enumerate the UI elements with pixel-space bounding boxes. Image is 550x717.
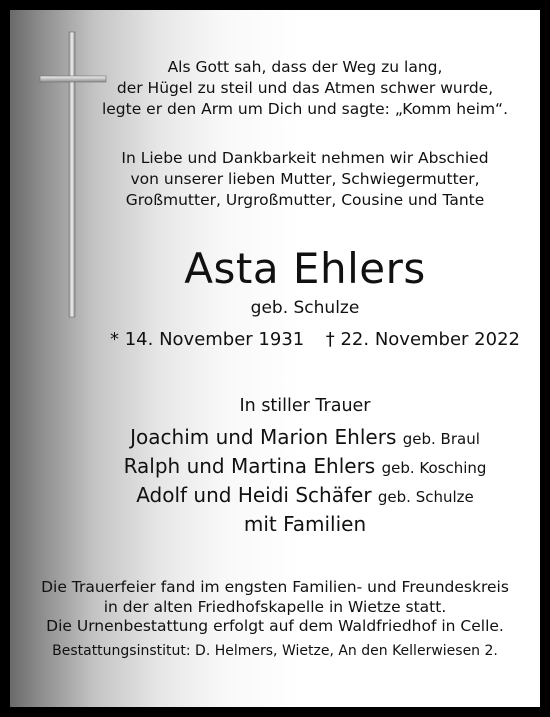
poem-line: Als Gott sah, dass der Weg zu lang, bbox=[167, 58, 443, 76]
birth-date: * 14. November 1931 bbox=[110, 329, 305, 350]
notice-line: Die Urnenbestattung erfolgt auf dem Waldfriedhof in Celle. bbox=[46, 617, 504, 635]
notice-line: Die Trauerfeier fand im engsten Familien- und Freundeskreis bbox=[41, 578, 509, 596]
mourner-names: Ralph und Martina Ehlers bbox=[123, 454, 376, 478]
obituary-card bbox=[10, 10, 540, 707]
mourner-row bbox=[70, 482, 540, 511]
maiden-name: geb. Schulze bbox=[250, 298, 360, 318]
life-dates bbox=[110, 330, 520, 351]
mourner-row bbox=[70, 511, 540, 538]
poem-line: der Hügel zu steil und das Atmen schwer wurde, bbox=[116, 79, 494, 97]
intro-line: In Liebe und Dankbarkeit nehmen wir Abschied bbox=[121, 149, 489, 167]
death-date: † 22. November 2022 bbox=[325, 329, 520, 350]
mourner-note: geb. Kosching bbox=[381, 459, 487, 477]
poem bbox=[70, 57, 540, 120]
intro-line: von unserer lieben Mutter, Schwiegermutter, bbox=[130, 170, 480, 188]
funeral-home: Bestattungsinstitut: D. Helmers, Wietze, An den Kellerwiesen 2. bbox=[52, 643, 498, 659]
funeral-notice bbox=[10, 578, 540, 637]
deceased-name: Asta Ehlers bbox=[184, 244, 426, 293]
mourner-note: geb. Braul bbox=[402, 430, 480, 448]
poem-line: legte er den Arm um Dich und sagte: „Komm heim“. bbox=[101, 100, 509, 118]
notice-line: in der alten Friedhofskapelle in Wietze statt. bbox=[103, 597, 447, 616]
farewell-intro bbox=[70, 148, 540, 211]
mourner-note: geb. Schulze bbox=[377, 488, 474, 506]
mourner-names: mit Familien bbox=[243, 512, 367, 536]
intro-line: Großmutter, Urgroßmutter, Cousine und Tante bbox=[125, 191, 485, 209]
mourners-list bbox=[70, 424, 540, 538]
mourning-heading: In stiller Trauer bbox=[239, 396, 371, 416]
mourner-names: Adolf und Heidi Schäfer bbox=[136, 483, 372, 507]
mourner-row bbox=[70, 424, 540, 453]
mourner-names: Joachim und Marion Ehlers bbox=[130, 425, 397, 449]
mourner-row bbox=[70, 453, 540, 482]
